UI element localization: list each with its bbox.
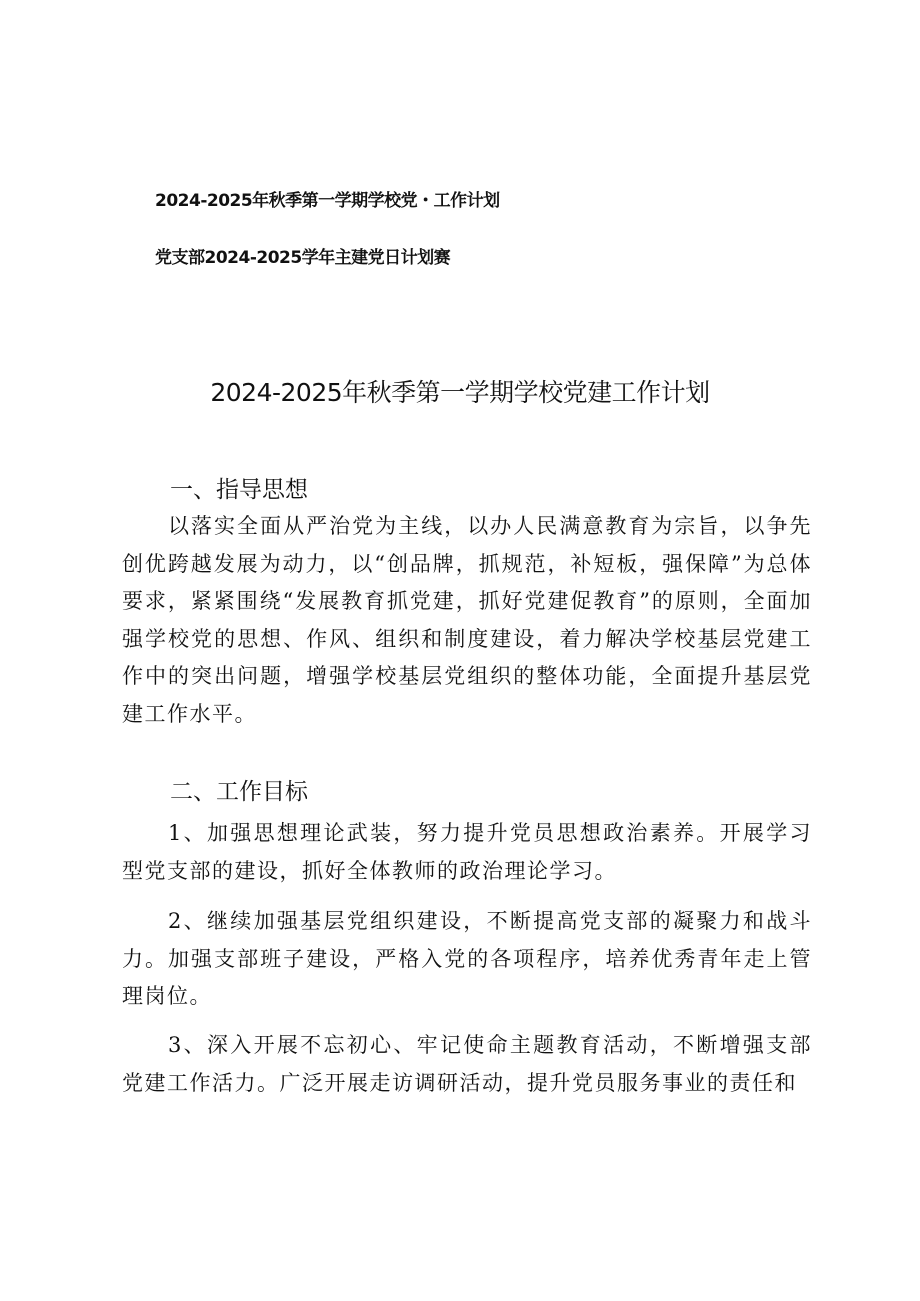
paragraph-goal-3: 3、深入开展不忘初心、牢记使命主题教育活动，不断增强支部党建工作活力。广泛开展走访调研活动，提升党员服务事业的责任和 xyxy=(122,1033,812,1095)
document-title: 2024-2025年秋季第一学期学校党建工作计划 xyxy=(210,378,710,407)
section-heading-guiding-ideology: 一、指导思想 xyxy=(170,477,308,503)
toc-line-2: 党支部2024-2025学年主建党日计划赛 xyxy=(155,248,451,268)
toc-line-1: 2024-2025年秋季第一学期学校党・工作计划 xyxy=(155,191,500,211)
paragraph-guiding-ideology: 以落实全面从严治党为主线，以办人民满意教育为宗旨，以争先创优跨越发展为动力，以“创品牌，抓规范，补短板，强保障”为总体要求，紧紧围绕“发展教育抓党建，抓好党建促教育”的原则，全面加强学校党的思想、作风、组织和制度建设，着力解决学校基层党建工作中的突出问题，增强学校基层党组织的整体功能，全面提升基层党建工作水平。 xyxy=(122,514,812,726)
section-heading-work-goals: 二、工作目标 xyxy=(170,779,308,805)
paragraph-goal-1: 1、加强思想理论武装，努力提升党员思想政治素养。开展学习型党支部的建设，抓好全体教师的政治理论学习。 xyxy=(122,821,812,883)
paragraph-goal-2: 2、继续加强基层党组织建设，不断提高党支部的凝聚力和战斗力。加强支部班子建设，严格入党的各项程序，培养优秀青年走上管理岗位。 xyxy=(122,909,812,1009)
